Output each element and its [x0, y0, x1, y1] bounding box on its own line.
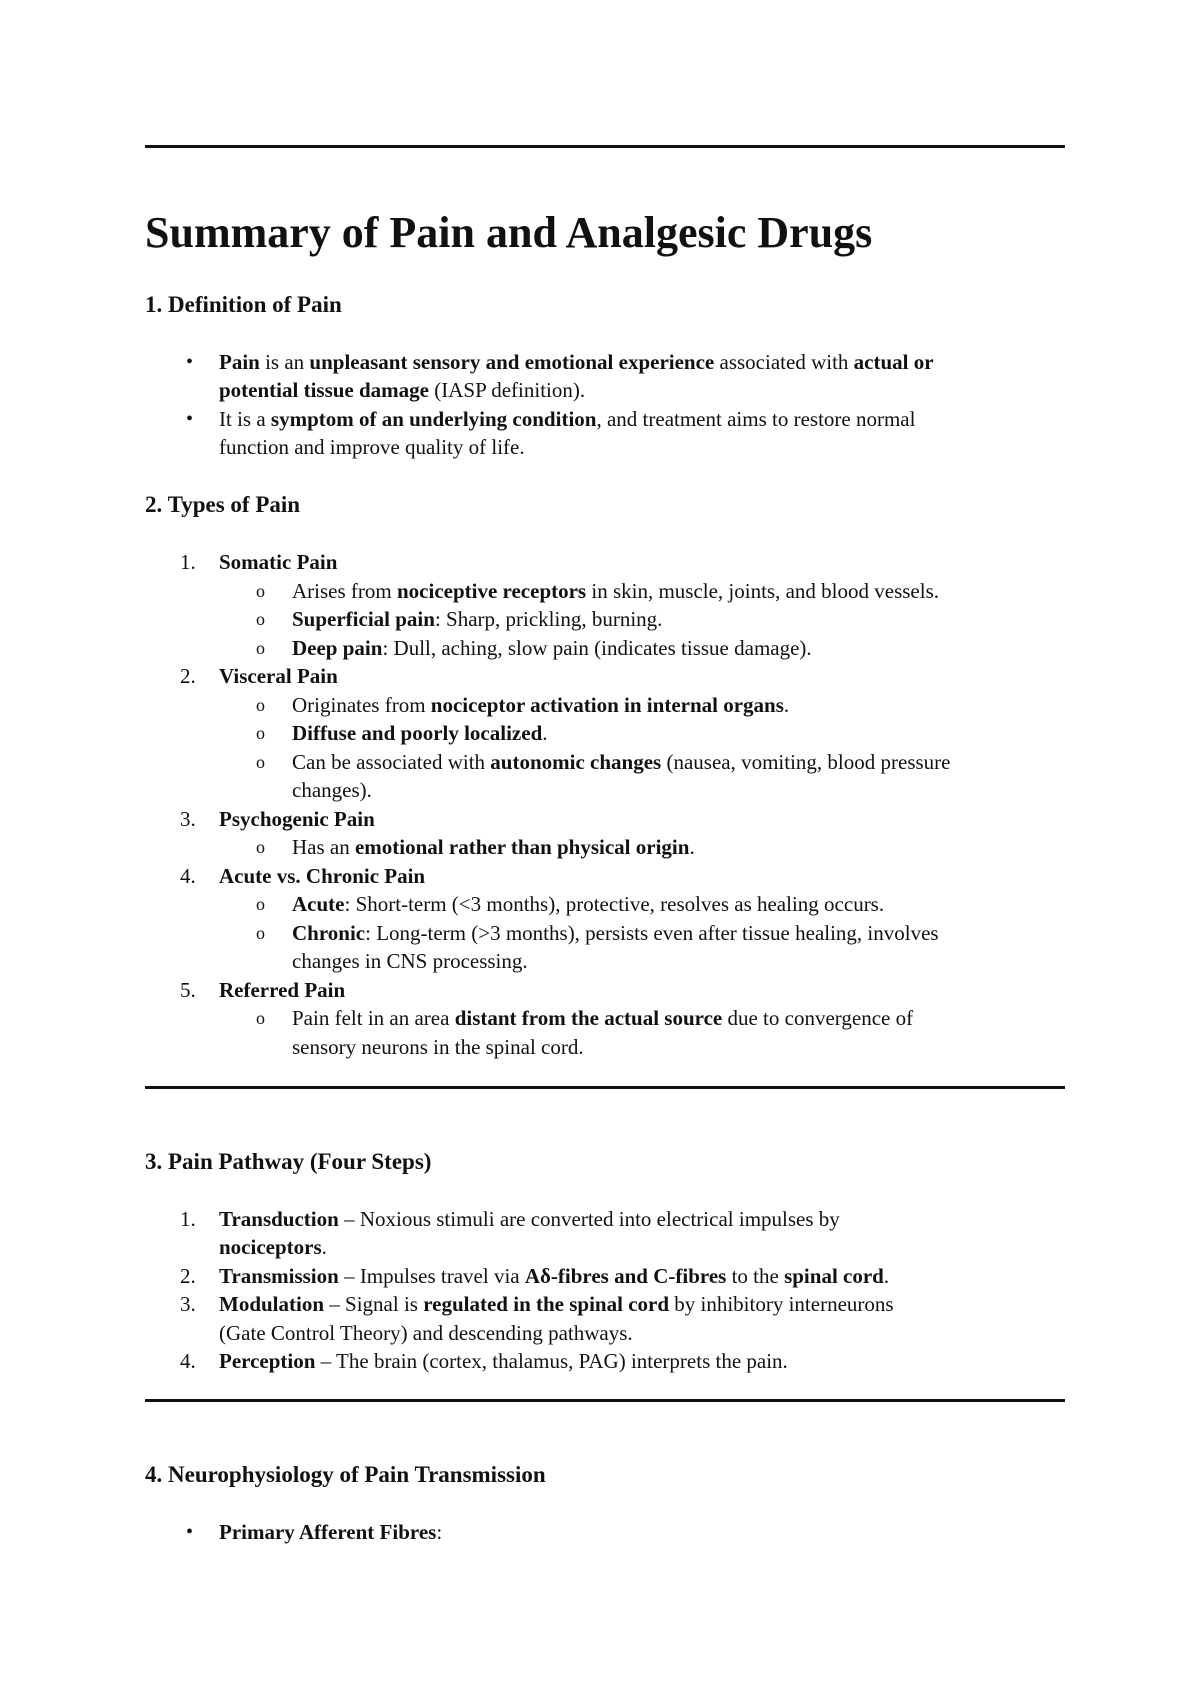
text-run: Originates from [292, 693, 431, 717]
list-item-label: Acute vs. Chronic Pain [219, 864, 426, 888]
rich-line [219, 433, 525, 461]
list-item-label: Somatic Pain [219, 550, 338, 574]
text-run: : Long-term (>3 months), persists even after tissue healing, involves [365, 921, 939, 945]
text-run: : [436, 1520, 443, 1544]
bold-text-run: nociceptor activation in internal organs [430, 693, 784, 717]
text-run: due to convergence of [722, 1006, 914, 1030]
list-number: 2. [180, 1264, 196, 1288]
horizontal-rule [145, 1399, 1065, 1402]
rich-line [292, 719, 548, 747]
bold-text-run: potential tissue damage [219, 378, 429, 402]
section-heading-pathway: 3. Pain Pathway (Four Steps) [145, 1149, 432, 1174]
text-run: : Dull, aching, slow pain (indicates tissue damage). [382, 636, 812, 660]
text-run: Arises from [292, 579, 397, 603]
sub-bullet-marker: o [256, 1008, 265, 1028]
horizontal-rule [145, 1086, 1065, 1089]
bold-text-run: Perception [219, 1349, 316, 1373]
list-number: 1. [180, 1207, 196, 1231]
rich-line [219, 376, 585, 404]
bullet-marker: • [186, 408, 194, 430]
rich-line [292, 1033, 584, 1061]
sub-bullet-marker: o [256, 837, 265, 857]
bold-text-run: Chronic [292, 921, 366, 945]
bold-text-run: Transduction [219, 1207, 339, 1231]
text-run: , and treatment aims to restore normal [596, 407, 916, 431]
bold-text-run: Deep pain [292, 636, 383, 660]
list-number: 4. [180, 864, 196, 888]
text-run: . [883, 1264, 890, 1288]
list-item-label: Referred Pain [219, 978, 346, 1002]
list-number: 5. [180, 978, 196, 1002]
rich-line [219, 1290, 894, 1318]
list-number: 2. [180, 664, 196, 688]
bold-text-run: Transmission [219, 1264, 339, 1288]
rich-line [292, 577, 939, 605]
rich-line [219, 1262, 889, 1290]
sub-bullet-marker: o [256, 723, 265, 743]
bold-text-run: Pain [219, 350, 260, 374]
text-run: Can be associated with [292, 750, 491, 774]
rich-line [292, 776, 372, 804]
sub-bullet-marker: o [256, 894, 265, 914]
text-run: – The brain (cortex, thalamus, PAG) interprets the pain. [315, 1349, 788, 1373]
rich-line [292, 691, 789, 719]
text-run: . [783, 693, 790, 717]
bold-text-run: Acute [292, 892, 345, 916]
rich-line [219, 405, 915, 433]
sub-bullet-marker: o [256, 752, 265, 772]
list-item-label: Psychogenic Pain [219, 807, 375, 831]
text-run: is an [259, 350, 310, 374]
list-number: 4. [180, 1349, 196, 1373]
text-run: – Noxious stimuli are converted into electrical impulses by [338, 1207, 840, 1231]
rich-line [219, 1205, 840, 1233]
text-run: to the [726, 1264, 785, 1288]
document-title: Summary of Pain and Analgesic Drugs [145, 208, 873, 257]
bold-text-run: nociceptors [219, 1235, 322, 1259]
text-run: . [321, 1235, 327, 1259]
text-run: sensory neurons in the spinal cord. [292, 1035, 584, 1059]
rich-line [219, 1347, 788, 1375]
rich-line [219, 1319, 633, 1347]
text-run: . [542, 721, 548, 745]
rich-line [292, 634, 812, 662]
list-number: 1. [180, 550, 196, 574]
rich-line [219, 348, 934, 376]
bold-text-run: emotional rather than physical origin [354, 835, 690, 859]
bold-text-run: regulated in the spinal cord [423, 1292, 670, 1316]
bold-text-run: Superficial pain [292, 607, 435, 631]
list-number: 3. [180, 807, 196, 831]
sub-bullet-marker: o [256, 695, 265, 715]
list-item-label: Visceral Pain [219, 664, 338, 688]
bullet-marker: • [186, 1521, 194, 1543]
list-number: 3. [180, 1292, 196, 1316]
bold-text-run: nociceptive receptors [396, 579, 587, 603]
text-run: Pain felt in an area [292, 1006, 455, 1030]
text-run: : Short-term (<3 months), protective, resolves as healing occurs. [344, 892, 885, 916]
bold-text-run: autonomic changes [490, 750, 662, 774]
text-run: : Sharp, prickling, burning. [434, 607, 663, 631]
rich-line [219, 1233, 327, 1261]
text-run: in skin, muscle, joints, and blood vessels. [586, 579, 940, 603]
rich-line [292, 919, 939, 947]
text-run: associated with [714, 350, 854, 374]
text-run: changes). [292, 778, 372, 802]
text-run: Has an [292, 835, 355, 859]
rich-line [292, 833, 695, 861]
bold-text-run: spinal cord [784, 1264, 884, 1288]
rich-line [292, 748, 951, 776]
sub-bullet-marker: o [256, 923, 265, 943]
horizontal-rule [145, 145, 1065, 148]
text-run: (IASP definition). [429, 378, 586, 402]
bold-text-run: actual or [853, 350, 934, 374]
text-run: by inhibitory interneurons [669, 1292, 894, 1316]
text-run: It is a [219, 407, 271, 431]
text-run: . [689, 835, 695, 859]
rich-line [292, 947, 528, 975]
bold-text-run: Modulation [219, 1292, 325, 1316]
bold-text-run: Diffuse and poorly localized [292, 721, 543, 745]
bold-text-run: Primary Afferent Fibres [219, 1520, 437, 1544]
section-heading-neurophysiology: 4. Neurophysiology of Pain Transmission [145, 1462, 546, 1487]
text-run: changes in CNS processing. [292, 949, 528, 973]
bold-text-run: symptom of an underlying condition [270, 407, 597, 431]
rich-line [292, 605, 662, 633]
bold-text-run: Aδ-fibres and C-fibres [524, 1264, 727, 1288]
rich-line [292, 1004, 913, 1032]
bullet-marker: • [186, 351, 194, 373]
text-run: – Signal is [324, 1292, 424, 1316]
text-run: function and improve quality of life. [219, 435, 525, 459]
text-run: – Impulses travel via [338, 1264, 525, 1288]
bold-text-run: unpleasant sensory and emotional experience [309, 350, 715, 374]
rich-line [219, 1518, 442, 1546]
bold-text-run: distant from the actual source [454, 1006, 723, 1030]
sub-bullet-marker: o [256, 609, 265, 629]
sub-bullet-marker: o [256, 638, 265, 658]
sub-bullet-marker: o [256, 581, 265, 601]
text-run: (nausea, vomiting, blood pressure [661, 750, 951, 774]
text-run: (Gate Control Theory) and descending pathways. [219, 1321, 633, 1345]
section-heading-definition: 1. Definition of Pain [145, 292, 342, 317]
rich-line [292, 890, 884, 918]
section-heading-types: 2. Types of Pain [145, 492, 301, 517]
